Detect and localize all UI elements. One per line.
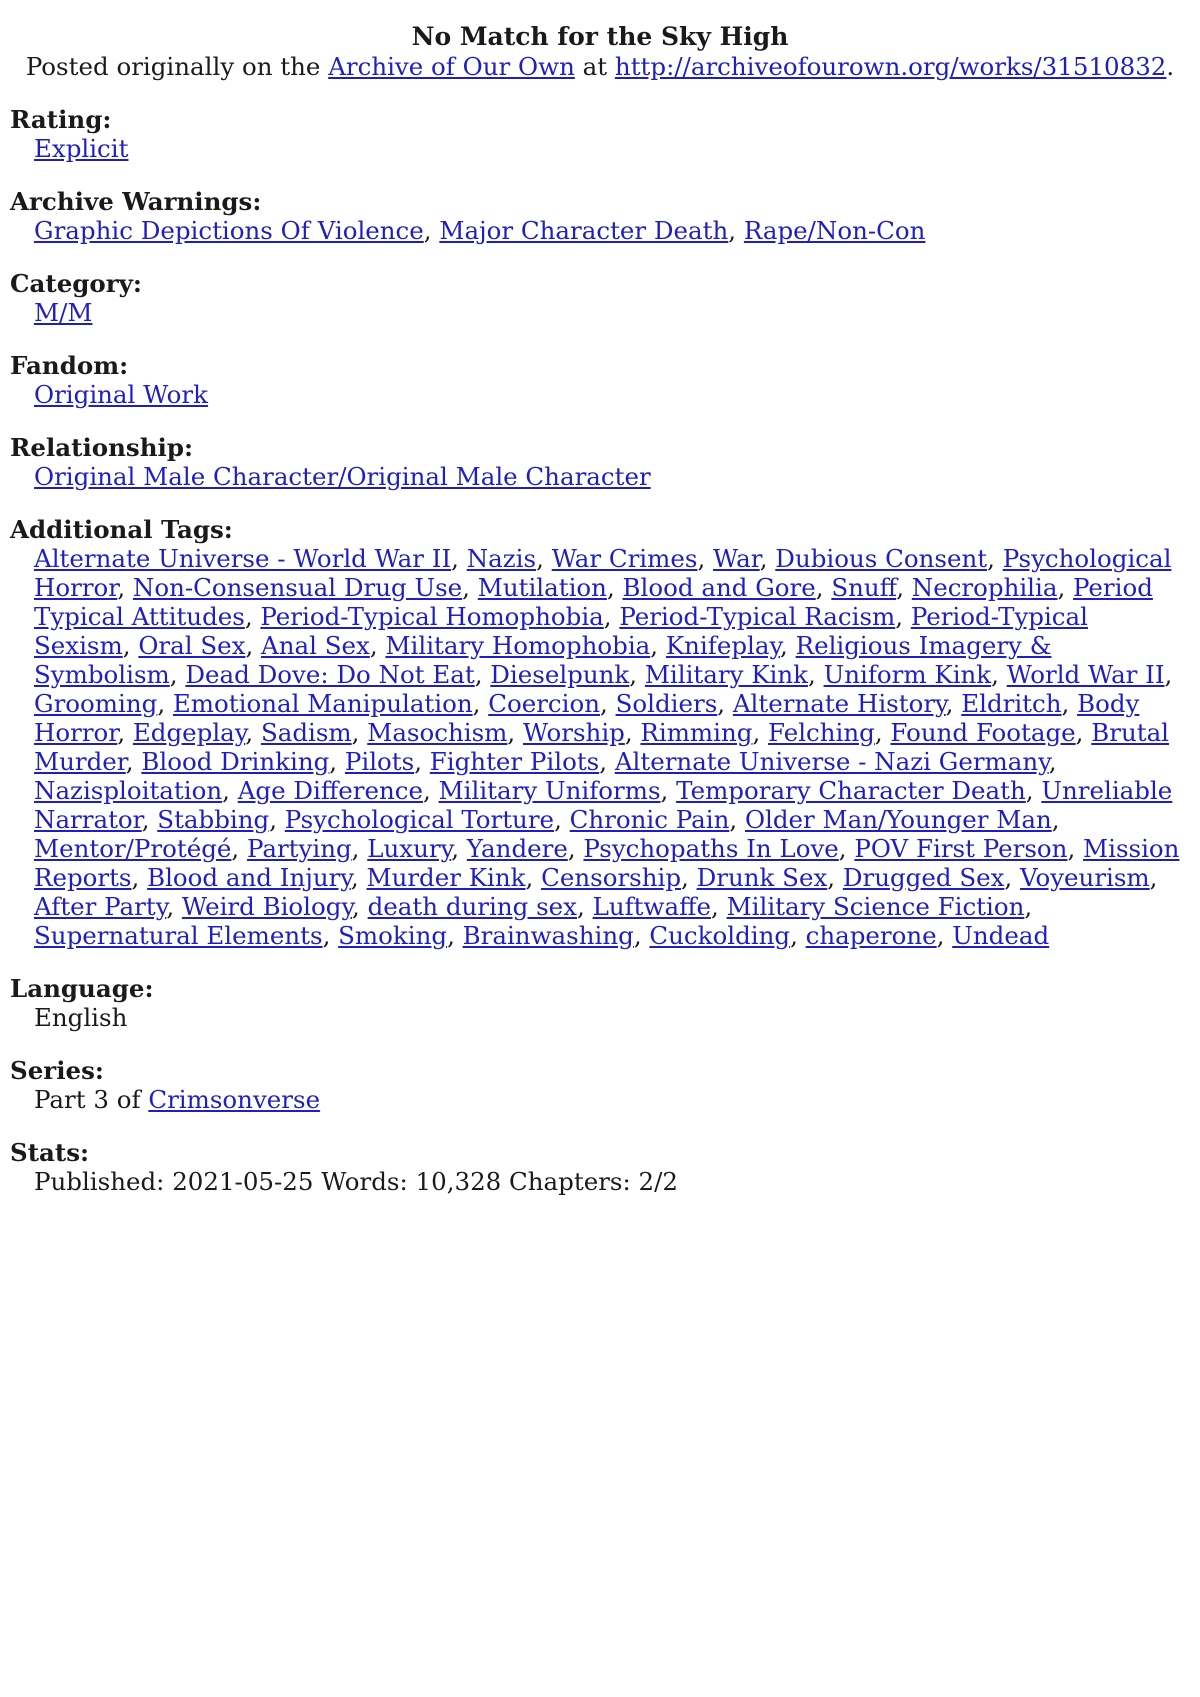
tag-link[interactable]: Found Footage bbox=[890, 718, 1076, 747]
tag-link[interactable]: Age Difference bbox=[237, 776, 423, 805]
tag-link[interactable]: Period-Typical Homophobia bbox=[260, 602, 604, 631]
tag-link[interactable]: Original Male Character/Original Male Character bbox=[34, 462, 651, 491]
tag-link[interactable]: Alternate History bbox=[732, 689, 946, 718]
tag-link[interactable]: Military Science Fiction bbox=[726, 892, 1025, 921]
posted-middle: at bbox=[582, 52, 608, 81]
posted-prefix: Posted originally on the bbox=[25, 52, 321, 81]
posted-suffix: . bbox=[1166, 52, 1175, 81]
category-label: Category: bbox=[10, 269, 142, 298]
tag-link[interactable]: Knifeplay bbox=[665, 631, 781, 660]
tag-link[interactable]: Masochism bbox=[367, 718, 508, 747]
relationship-label: Relationship: bbox=[10, 433, 193, 462]
fandom-label: Fandom: bbox=[10, 351, 129, 380]
tag-link[interactable]: Partying bbox=[246, 834, 352, 863]
tag-link[interactable]: Mentor/Protégé bbox=[34, 834, 232, 863]
tag-link[interactable]: Edgeplay bbox=[132, 718, 246, 747]
tag-link[interactable]: Body Horror bbox=[34, 689, 1140, 747]
tag-link[interactable]: Non-Consensual Drug Use bbox=[132, 573, 463, 602]
tag-link[interactable]: Snuff bbox=[831, 573, 897, 602]
series-value bbox=[34, 1085, 1190, 1114]
tag-link[interactable]: Emotional Manipulation bbox=[172, 689, 473, 718]
warnings-label: Archive Warnings: bbox=[10, 187, 262, 216]
tag-link[interactable]: Blood Drinking bbox=[141, 747, 330, 776]
tag-link[interactable]: Pilots bbox=[344, 747, 415, 776]
tag-link[interactable]: Graphic Depictions Of Violence bbox=[34, 216, 424, 245]
tag-link[interactable]: Soldiers bbox=[615, 689, 718, 718]
tag-link[interactable]: Cuckolding bbox=[649, 921, 791, 950]
tag-link[interactable]: Oral Sex bbox=[138, 631, 246, 660]
tag-link[interactable]: Rimming bbox=[640, 718, 753, 747]
tag-link[interactable]: Worship bbox=[522, 718, 625, 747]
category-section bbox=[10, 269, 1190, 327]
tag-link[interactable]: Original Work bbox=[34, 380, 208, 409]
tag-link[interactable]: Brutal Murder bbox=[34, 718, 1170, 776]
tag-link[interactable]: Weird Biology bbox=[181, 892, 353, 921]
tag-link[interactable]: Grooming bbox=[34, 689, 158, 718]
tag-link[interactable]: Voyeurism bbox=[1020, 863, 1150, 892]
stats-label: Stats: bbox=[10, 1138, 90, 1167]
tag-link[interactable]: After Party bbox=[34, 892, 167, 921]
tag-link[interactable]: Supernatural Elements bbox=[34, 921, 323, 950]
work-url-link[interactable]: http://archiveofourown.org/works/31510832 bbox=[614, 52, 1167, 81]
rating-section bbox=[10, 105, 1190, 163]
tag-link[interactable]: Alternate Universe - Nazi Germany bbox=[614, 747, 1049, 776]
series-section bbox=[10, 1056, 1190, 1114]
additional-tags-label: Additional Tags: bbox=[10, 515, 233, 544]
tag-link[interactable]: Rape/Non-Con bbox=[743, 216, 926, 245]
tag-link[interactable]: Felching bbox=[768, 718, 875, 747]
tag-link[interactable]: death during sex bbox=[367, 892, 577, 921]
tag-link[interactable]: Censorship bbox=[541, 863, 682, 892]
relationship-section bbox=[10, 433, 1190, 491]
tag-link[interactable]: World War II bbox=[1006, 660, 1165, 689]
tag-link[interactable]: Murder Kink bbox=[366, 863, 526, 892]
tag-link[interactable]: Older Man/Younger Man bbox=[744, 805, 1052, 834]
tag-link[interactable]: Nazisploitation bbox=[34, 776, 223, 805]
tag-link[interactable]: Explicit bbox=[34, 134, 129, 163]
rating-label: Rating: bbox=[10, 105, 112, 134]
tag-link[interactable]: Necrophilia bbox=[911, 573, 1058, 602]
additional-tags-list: Alternate Universe - World War II, Nazis, War Crimes, War, Dubious Consent, Psychological Horror, Non-Consensual Drug Use, Mutilation, Blood and Gore, Snuff, Necrophilia, Period Typical Attitudes, Period-Typical Homophobia, Period-Typical Racism, Period-Typical Sexism, Oral Sex, Anal Sex, Military Homophobia, Knifeplay, Religious Imagery & Symbolism, Dead Dove: Do Not Eat, Dieselpunk, Military Kink, Uniform Kink, World War II, Grooming, Emotional Manipulation, Coercion, Soldiers, Alternate History, Eldritch, Body Horror, Edgeplay, Sadism, Masochism, Worship, Rimming, Felching, Found Footage, Brutal Murder, Blood Drinking, Pilots, Fighter Pilots, Alternate Universe - Nazi Germany, Nazisploitation, Age Difference, Military Uniforms, Temporary Character Death, Unreliable Narrator, Stabbing, Psychological Torture, Chronic Pain, Older Man/Younger Man, Mentor/Protégé, Partying, Luxury, Yandere, Psychopaths In Love, POV First Person, Mission Reports, Blood and Injury, Murder Kink, Censorship, Drunk Sex, Drugged Sex, Voyeurism, After Party, Weird Biology, death during sex, Luftwaffe, Military Science Fiction, Supernatural Elements, Smoking, Brainwashing, Cuckolding, chaperone, Undead bbox=[34, 544, 1180, 950]
tag-link[interactable]: Blood and Injury bbox=[147, 863, 351, 892]
tag-link[interactable]: Luxury bbox=[367, 834, 452, 863]
tag-link[interactable]: POV First Person bbox=[854, 834, 1068, 863]
tag-link[interactable]: Mutilation bbox=[477, 573, 607, 602]
work-title: No Match for the Sky High bbox=[411, 22, 789, 51]
tag-link[interactable]: Anal Sex bbox=[261, 631, 370, 660]
tag-link[interactable]: War bbox=[713, 544, 760, 573]
archive-link[interactable]: Archive of Our Own bbox=[328, 52, 575, 81]
tag-link[interactable]: Undead bbox=[952, 921, 1050, 950]
tag-link[interactable]: Psychological Torture bbox=[284, 805, 555, 834]
tag-link[interactable]: Military Homophobia bbox=[385, 631, 651, 660]
tag-link[interactable]: Fighter Pilots bbox=[429, 747, 600, 776]
tag-link[interactable]: Drunk Sex bbox=[696, 863, 828, 892]
language-section bbox=[10, 974, 1190, 1032]
tag-link[interactable]: Dieselpunk bbox=[490, 660, 630, 689]
additional-tags-section bbox=[10, 515, 1190, 950]
tag-link[interactable]: Yandere bbox=[466, 834, 568, 863]
tag-link[interactable]: Blood and Gore bbox=[622, 573, 816, 602]
tag-link[interactable]: Luftwaffe bbox=[592, 892, 712, 921]
tag-link[interactable]: M/M bbox=[34, 298, 93, 327]
warnings-tags: Graphic Depictions Of Violence, Major Character Death, Rape/Non-Con bbox=[34, 216, 926, 245]
rating-tags bbox=[34, 134, 1190, 163]
relationship-tags bbox=[34, 462, 1190, 491]
tag-link[interactable]: Unreliable Narrator bbox=[34, 776, 1173, 834]
tag-link[interactable]: Period-Typical Sexism bbox=[34, 602, 1088, 660]
language-label: Language: bbox=[10, 974, 154, 1003]
category-tags bbox=[34, 298, 1190, 327]
tag-link[interactable]: Psychopaths In Love bbox=[583, 834, 839, 863]
series-label: Series: bbox=[10, 1056, 104, 1085]
tag-link[interactable]: Eldritch bbox=[961, 689, 1062, 718]
tag-link[interactable]: Mission Reports bbox=[34, 834, 1180, 892]
tag-link[interactable]: Chronic Pain bbox=[569, 805, 730, 834]
tag-link[interactable]: Period Typical Attitudes bbox=[34, 573, 1153, 631]
tag-link[interactable]: Uniform Kink bbox=[823, 660, 992, 689]
tag-link[interactable]: Stabbing bbox=[157, 805, 270, 834]
tag-link[interactable]: Temporary Character Death bbox=[676, 776, 1026, 805]
tag-link[interactable]: Military Kink bbox=[644, 660, 808, 689]
tag-link[interactable]: Religious Imagery & Symbolism bbox=[34, 631, 1052, 689]
tag-link[interactable]: Major Character Death bbox=[439, 216, 729, 245]
tag-link[interactable]: Drugged Sex bbox=[842, 863, 1005, 892]
warnings-section bbox=[10, 187, 1190, 245]
stats-section bbox=[10, 1138, 1190, 1196]
fandom-section bbox=[10, 351, 1190, 409]
tag-link[interactable]: Smoking bbox=[338, 921, 448, 950]
tag-link[interactable]: Dubious Consent bbox=[775, 544, 988, 573]
posted-line bbox=[10, 52, 1190, 81]
tag-link[interactable]: War Crimes bbox=[551, 544, 698, 573]
tag-link[interactable]: Military Uniforms bbox=[438, 776, 661, 805]
tag-link[interactable]: Period-Typical Racism bbox=[619, 602, 896, 631]
tag-link[interactable]: Nazis bbox=[466, 544, 537, 573]
fandom-tags bbox=[34, 380, 1190, 409]
tag-link[interactable]: Brainwashing bbox=[462, 921, 634, 950]
tag-link[interactable]: chaperone bbox=[805, 921, 937, 950]
tag-link[interactable]: Sadism bbox=[260, 718, 352, 747]
tag-link[interactable]: Coercion bbox=[488, 689, 601, 718]
tag-link[interactable]: Dead Dove: Do Not Eat bbox=[185, 660, 475, 689]
stats-value: Published: 2021-05-25 Words: 10,328 Chapters: 2/2 bbox=[34, 1167, 678, 1196]
series-prefix: Part 3 of bbox=[34, 1085, 141, 1114]
tag-link[interactable]: Psychological Horror bbox=[34, 544, 1172, 602]
tag-link[interactable]: Alternate Universe - World War II bbox=[34, 544, 452, 573]
series-link[interactable]: Crimsonverse bbox=[148, 1085, 321, 1114]
language-value: English bbox=[34, 1003, 128, 1032]
